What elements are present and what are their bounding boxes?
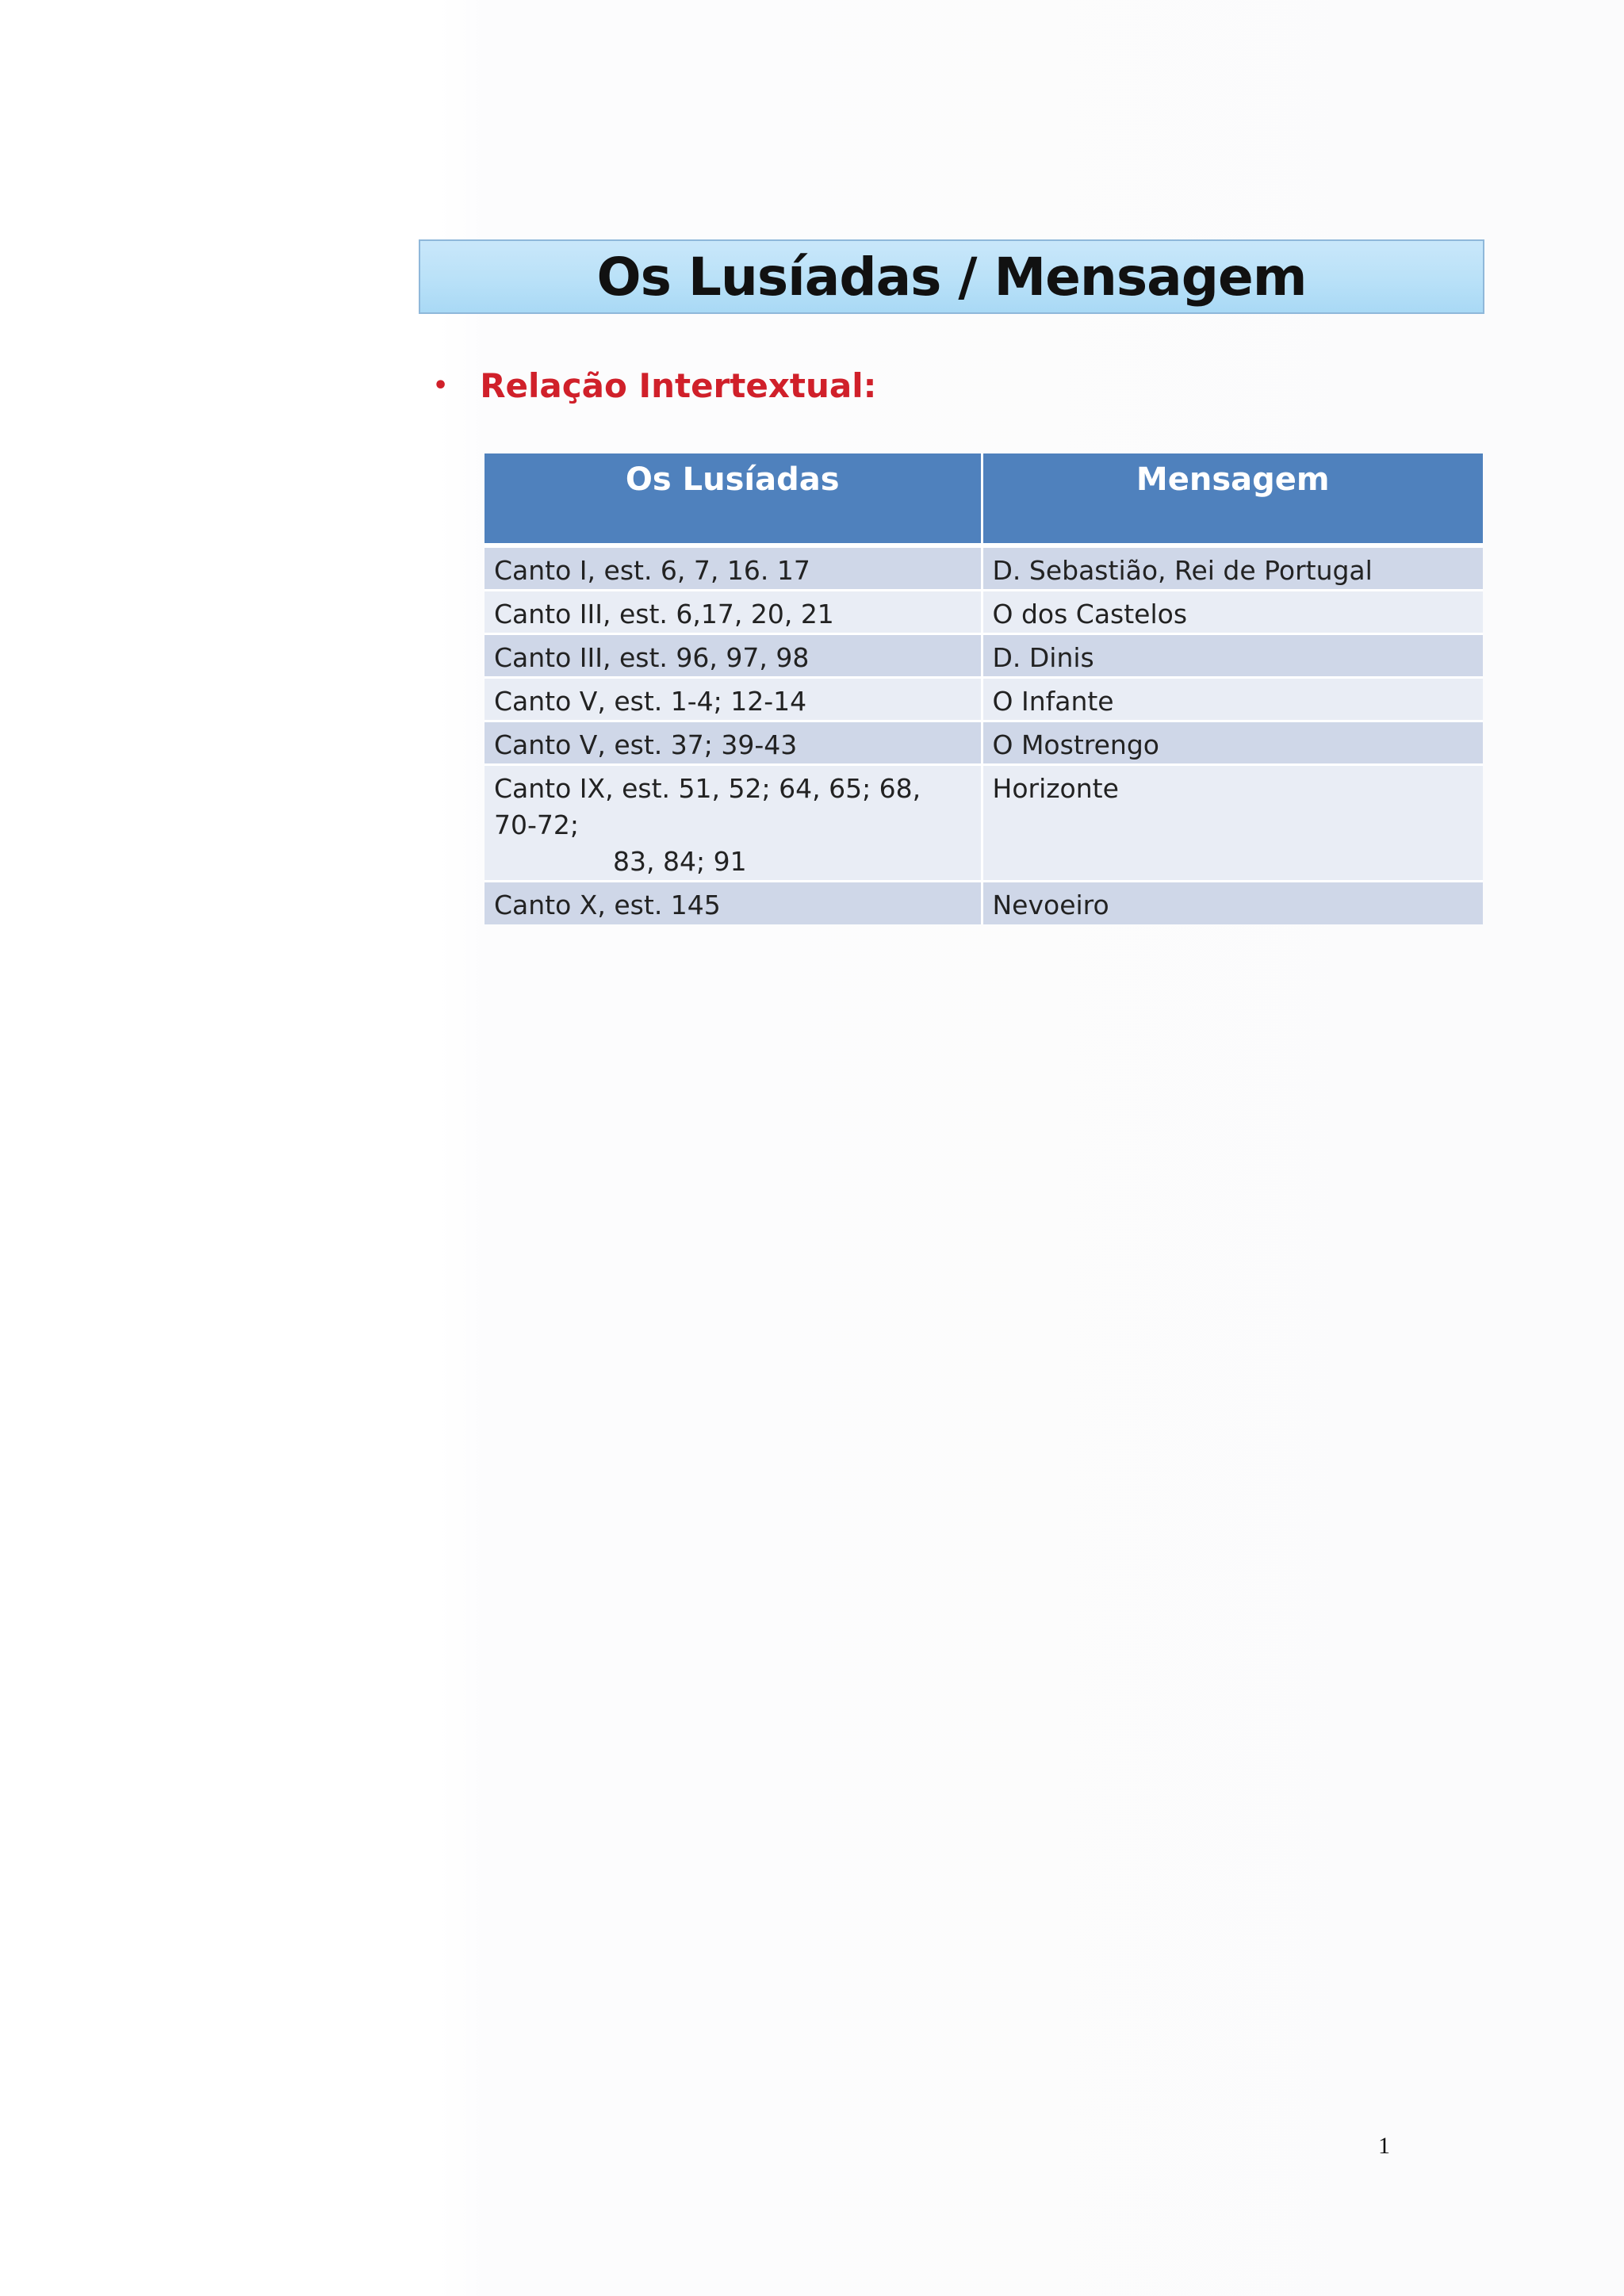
table-cell-mensagem: O Infante bbox=[982, 678, 1483, 721]
table-header-row bbox=[485, 453, 1483, 545]
table-row bbox=[485, 634, 1483, 678]
table-cell-lusiadas: Canto V, est. 37; 39-43 bbox=[485, 721, 982, 765]
title-banner bbox=[419, 239, 1484, 314]
table-cell-mensagem: Nevoeiro bbox=[982, 882, 1483, 924]
subtitle-text: Relação Intertextual: bbox=[480, 366, 877, 405]
table-cell-mensagem: Horizonte bbox=[982, 765, 1483, 882]
table-cell-lusiadas: Canto X, est. 145 bbox=[485, 882, 982, 924]
table-cell-lusiadas bbox=[485, 765, 982, 882]
table-row bbox=[485, 765, 1483, 882]
column-header-mensagem: Mensagem bbox=[982, 453, 1483, 545]
cell-line-continuation: 83, 84; 91 bbox=[613, 846, 747, 877]
table-cell-lusiadas: Canto I, est. 6, 7, 16. 17 bbox=[485, 545, 982, 591]
table-cell-mensagem: O dos Castelos bbox=[982, 591, 1483, 634]
table-cell-mensagem: O Mostrengo bbox=[982, 721, 1483, 765]
table-row bbox=[485, 721, 1483, 765]
table-cell-lusiadas: Canto V, est. 1-4; 12-14 bbox=[485, 678, 982, 721]
table-cell-lusiadas: Canto III, est. 96, 97, 98 bbox=[485, 634, 982, 678]
bullet-icon: • bbox=[433, 372, 449, 400]
table-row bbox=[485, 591, 1483, 634]
table-cell-mensagem: D. Dinis bbox=[982, 634, 1483, 678]
page-number: 1 bbox=[1378, 2133, 1390, 2159]
table-row bbox=[485, 678, 1483, 721]
cell-line: Canto IX, est. 51, 52; 64, 65; 68, 70-72; bbox=[494, 773, 921, 840]
intertextual-table bbox=[485, 453, 1483, 924]
table-row bbox=[485, 545, 1483, 591]
table-row bbox=[485, 882, 1483, 924]
column-header-lusiadas: Os Lusíadas bbox=[485, 453, 982, 545]
table-cell-mensagem: D. Sebastião, Rei de Portugal bbox=[982, 545, 1483, 591]
page-title: Os Lusíadas / Mensagem bbox=[596, 246, 1307, 308]
bullet-heading bbox=[433, 366, 876, 405]
table-cell-lusiadas: Canto III, est. 6,17, 20, 21 bbox=[485, 591, 982, 634]
